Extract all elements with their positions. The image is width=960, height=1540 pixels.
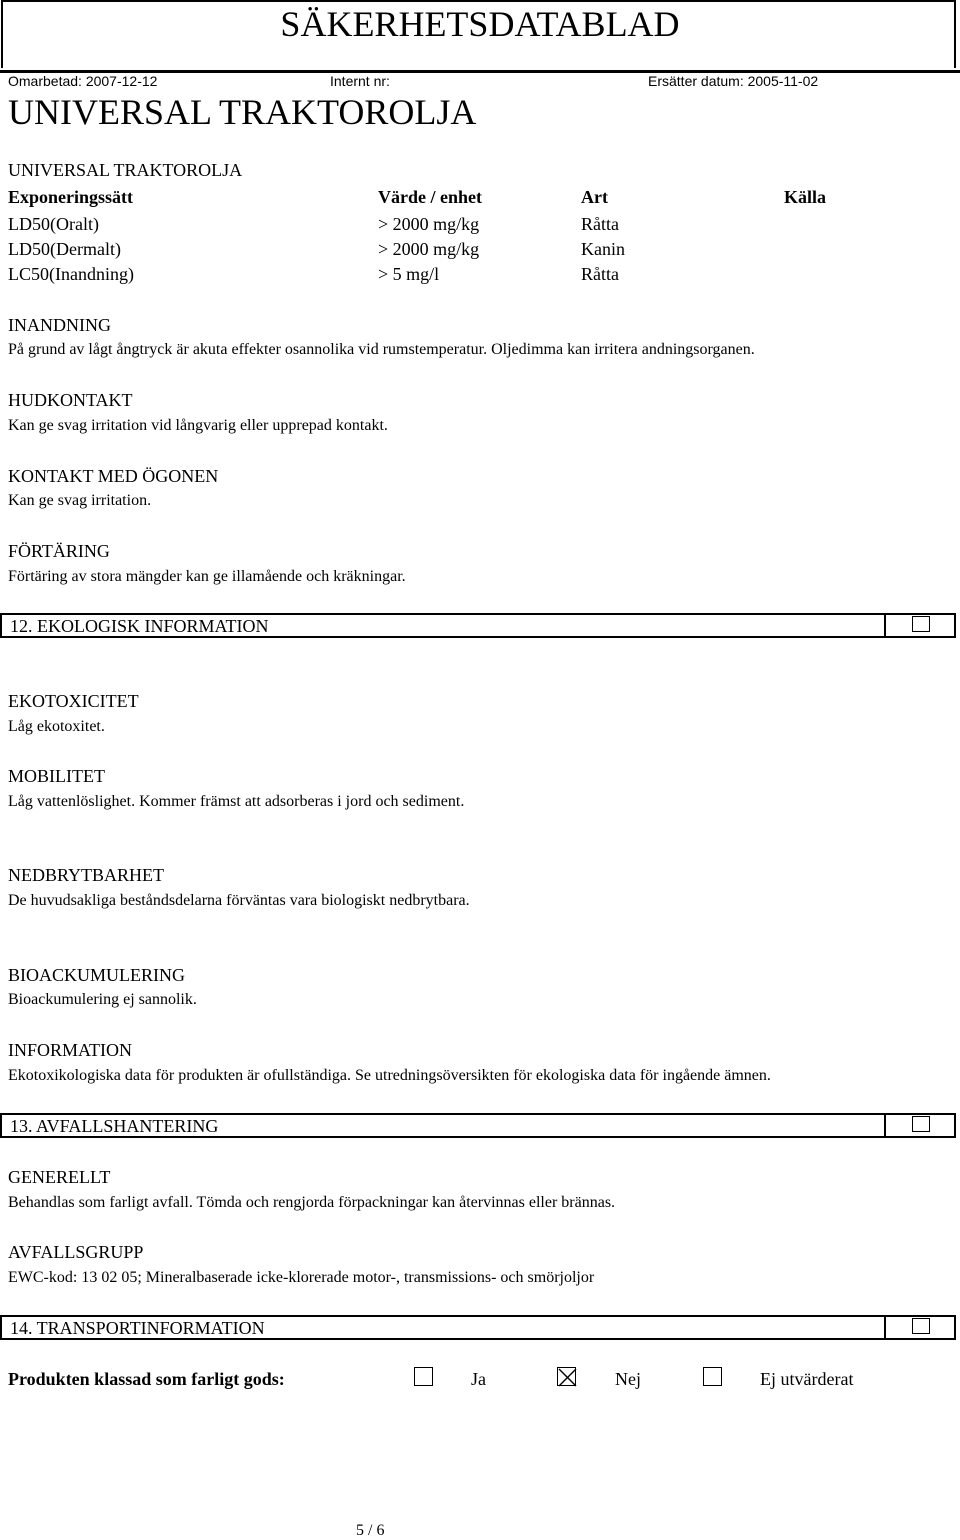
dangerous-goods-question: Produkten klassad som farligt gods: — [8, 1369, 285, 1389]
table-cell: Råtta — [581, 264, 619, 284]
bioaccumulation-text: Bioackumulering ej sannolik. — [8, 991, 197, 1008]
section-13-bar — [0, 1113, 956, 1138]
information-text: Ekotoxikologiska data för produkten är ofullständiga. Se utredningsöversikten för ekologiska data för ingående ämnen. — [8, 1067, 771, 1084]
option-no-label: Nej — [615, 1369, 641, 1389]
replaces-date: Ersätter datum: 2005-11-02 — [648, 73, 819, 89]
waste-group-text: EWC-kod: 13 02 05; Mineralbaserade icke-klorerade motor-, transmissions- och smörjoljor — [8, 1269, 595, 1286]
section-14-bar — [0, 1315, 956, 1340]
mobility-heading: MOBILITET — [8, 766, 105, 786]
option-yes-checkbox[interactable] — [414, 1367, 433, 1386]
section-12-title: 12. EKOLOGISK INFORMATION — [10, 616, 269, 636]
option-not-evaluated-label: Ej utvärderat — [760, 1369, 854, 1389]
section-divider — [884, 1115, 886, 1136]
table-cell: Råtta — [581, 214, 619, 234]
column-header-value: Värde / enhet — [378, 187, 482, 207]
skin-contact-heading: HUDKONTAKT — [8, 390, 133, 410]
document-title: SÄKERHETSDATABLAD — [280, 4, 680, 44]
section-14-checkbox[interactable] — [912, 1318, 930, 1334]
section-14-title: 14. TRANSPORTINFORMATION — [10, 1318, 265, 1338]
column-header-species: Art — [581, 187, 608, 207]
table-cell: LD50(Dermalt) — [8, 239, 121, 259]
table-cell: > 5 mg/l — [378, 264, 440, 284]
bioaccumulation-heading: BIOACKUMULERING — [8, 965, 185, 985]
skin-contact-text: Kan ge svag irritation vid långvarig eller upprepad kontakt. — [8, 417, 388, 434]
eye-contact-heading: KONTAKT MED ÖGONEN — [8, 466, 219, 486]
section-13-checkbox[interactable] — [912, 1116, 930, 1132]
information-heading: INFORMATION — [8, 1040, 133, 1060]
page-number: 5 / 6 — [356, 1522, 385, 1539]
ingestion-text: Förtäring av stora mängder kan ge illamående och kräkningar. — [8, 568, 406, 585]
table-cell: > 2000 mg/kg — [378, 214, 480, 234]
waste-group-heading: AVFALLSGRUPP — [8, 1242, 144, 1262]
general-text: Behandlas som farligt avfall. Tömda och rengjorda förpackningar kan återvinnas eller brännas. — [8, 1194, 616, 1211]
section-13-title: 13. AVFALLSHANTERING — [10, 1116, 219, 1136]
column-header-exposure: Exponeringssätt — [8, 187, 134, 207]
toxicity-title: UNIVERSAL TRAKTOROLJA — [8, 160, 243, 180]
revised-date: Omarbetad: 2007-12-12 — [8, 73, 158, 89]
table-cell: LC50(Inandning) — [8, 264, 134, 284]
checked-x-icon — [558, 1368, 577, 1387]
section-12-bar — [0, 613, 956, 638]
degradability-heading: NEDBRYTBARHET — [8, 865, 165, 885]
general-heading: GENERELLT — [8, 1167, 111, 1187]
product-name: UNIVERSAL TRAKTOROLJA — [8, 92, 477, 132]
ecotoxicity-text: Låg ekotoxitet. — [8, 718, 105, 735]
table-cell: > 2000 mg/kg — [378, 239, 480, 259]
inhalation-text: På grund av lågt ångtryck är akuta effekter osannolika vid rumstemperatur. Oljedimma kan irritera andningsorganen. — [8, 341, 755, 358]
section-divider — [884, 1317, 886, 1338]
inhalation-heading: INANDNING — [8, 315, 111, 335]
degradability-text: De huvudsakliga beståndsdelarna förväntas vara biologiskt nedbrytbara. — [8, 892, 470, 909]
section-12-checkbox[interactable] — [912, 616, 930, 632]
mobility-text: Låg vattenlöslighet. Kommer främst att adsorberas i jord och sediment. — [8, 793, 465, 810]
table-cell: LD50(Oralt) — [8, 214, 99, 234]
table-cell: Kanin — [581, 239, 625, 259]
option-yes-label: Ja — [471, 1369, 486, 1389]
option-no-checkbox[interactable] — [557, 1367, 576, 1386]
internal-number: Internt nr: — [330, 73, 390, 89]
ecotoxicity-heading: EKOTOXICITET — [8, 691, 139, 711]
section-divider — [884, 615, 886, 636]
eye-contact-text: Kan ge svag irritation. — [8, 492, 152, 509]
option-not-evaluated-checkbox[interactable] — [703, 1367, 722, 1386]
ingestion-heading: FÖRTÄRING — [8, 541, 110, 561]
column-header-source: Källa — [784, 187, 827, 207]
